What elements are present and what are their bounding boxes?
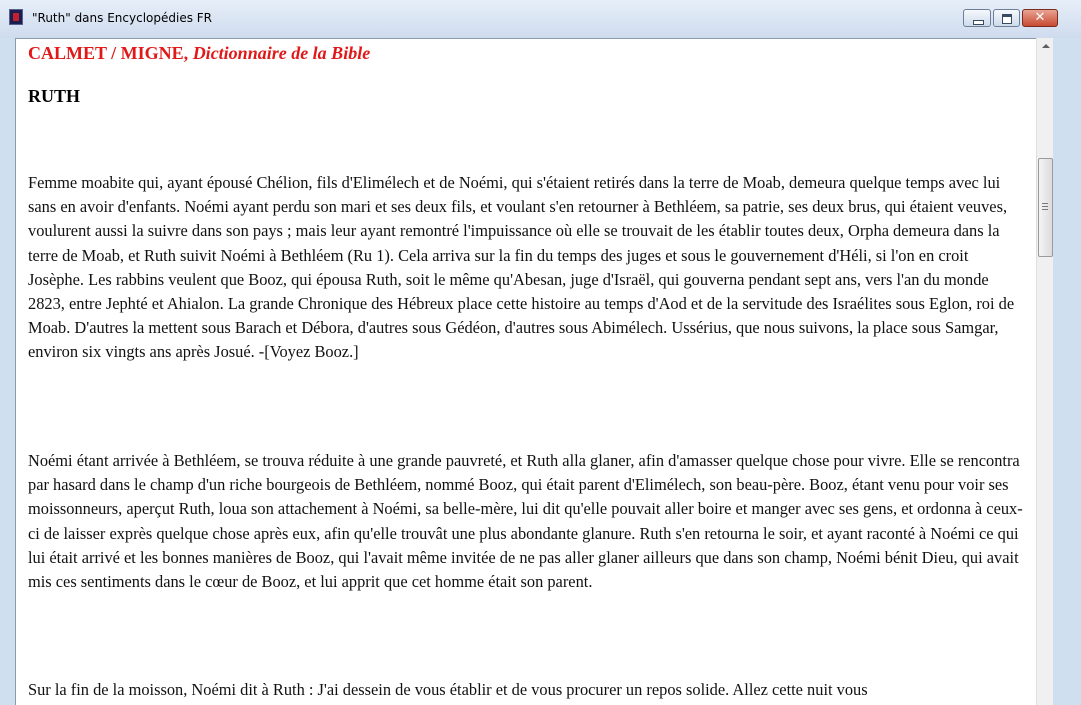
article-paragraph-1: Femme moabite qui, ayant épousé Chélion, fils d'Elimélech et de Noémi, qui s'étaient retirés dans la terre de Moab, demeura quelque temps avec lui sans en avoir d'enfants. Noémi ayant perdu son mari et ses deux fils, et voulant s'en retourner à Bethléem, sa patrie, ses deux brus, qui étaient veuves, voulurent aussi la suivre dans son pays ; mais leur ayant remontré l'impuissance où elle se trouvait de les établir toutes deux, Orpha demeura dans la terre de Moab, et Ruth suivit Noémi à Bethléem (Ru 1). Cela arriva sur la fin du temps des juges et sous le gouvernement d'Héli, si l'on en croit Josèphe. Les rabbins veulent que Booz, qui épousa Ruth, soit le même qu'Abesan, juge d'Israël, qui gouverna pendant sept ans, vers l'an du monde 2823, entre Jephté et Ahialon. La grande Chronique des Hébreux place cette histoire au temps d'Aod et de la servitude des Israélites sous Eglon, roi de Moab. D'autres la mettent sous Barach et Débora, d'autres sous Gédéon, d'autres sous Abimélech. Ussérius, que nous suivons, la place sous Samgar, environ six vingts ans après Josué. -[Voyez Booz.] [28,173,1015,362]
source-work-title: Dictionnaire de la Bible [192,43,371,63]
scroll-grip-icon [1042,203,1048,210]
maximize-icon [1002,14,1012,24]
minimize-button[interactable] [963,9,991,27]
close-button[interactable] [1022,9,1058,27]
scroll-thumb[interactable] [1038,158,1053,257]
window-title: "Ruth" dans Encyclopédies FR [32,11,213,25]
minimize-icon [973,20,984,25]
scroll-up-arrow-icon[interactable] [1037,38,1054,55]
maximize-button[interactable] [993,9,1020,27]
article-view[interactable] [15,38,1053,705]
source-authors: CALMET / MIGNE, [28,43,193,63]
encyclopedia-app-icon[interactable] [9,9,23,25]
close-icon: ✕ [1034,10,1046,25]
vertical-scrollbar[interactable] [1036,38,1054,705]
window-frame-right [1053,38,1081,705]
source-heading [28,43,370,64]
article-paragraph-3: Sur la fin de la moisson, Noémi dit à Ruth : J'ai dessein de vous établir et de vous procurer un repos solide. Allez cette nuit vous [28,680,868,699]
article-paragraph-2: Noémi étant arrivée à Bethléem, se trouva réduite à une grande pauvreté, et Ruth alla glaner, afin d'amasser quelque chose pour vivre. Elle se rencontra par hasard dans le champ d'un riche bourgeois de Bethléem, nommé Booz, qui était parent d'Elimélech, son beau-père. Booz, étant venu pour voir ses moissonneurs, aperçut Ruth, loua son attachement à Noémi, sa belle-mère, lui dit qu'elle pouvait aller boire et manger avec ses gens, et ordonna à ceux-ci de laisser exprès quelque chose après eux, afin qu'elle trouvât une plus abondante glanure. Ruth s'en retourna le soir, et ayant raconté à Noémi ce qui lui était arrivé et les bonnes manières de Booz, qui l'avait même invitée de ne pas aller glaner ailleurs que dans son champ, Noémi bénit Dieu, qui avait mis ces sentiments dans le cœur de Booz, et lui apprit que cet homme était son parent. [28,451,1023,592]
entry-title: RUTH [28,86,81,106]
title-bar[interactable] [0,0,1081,38]
